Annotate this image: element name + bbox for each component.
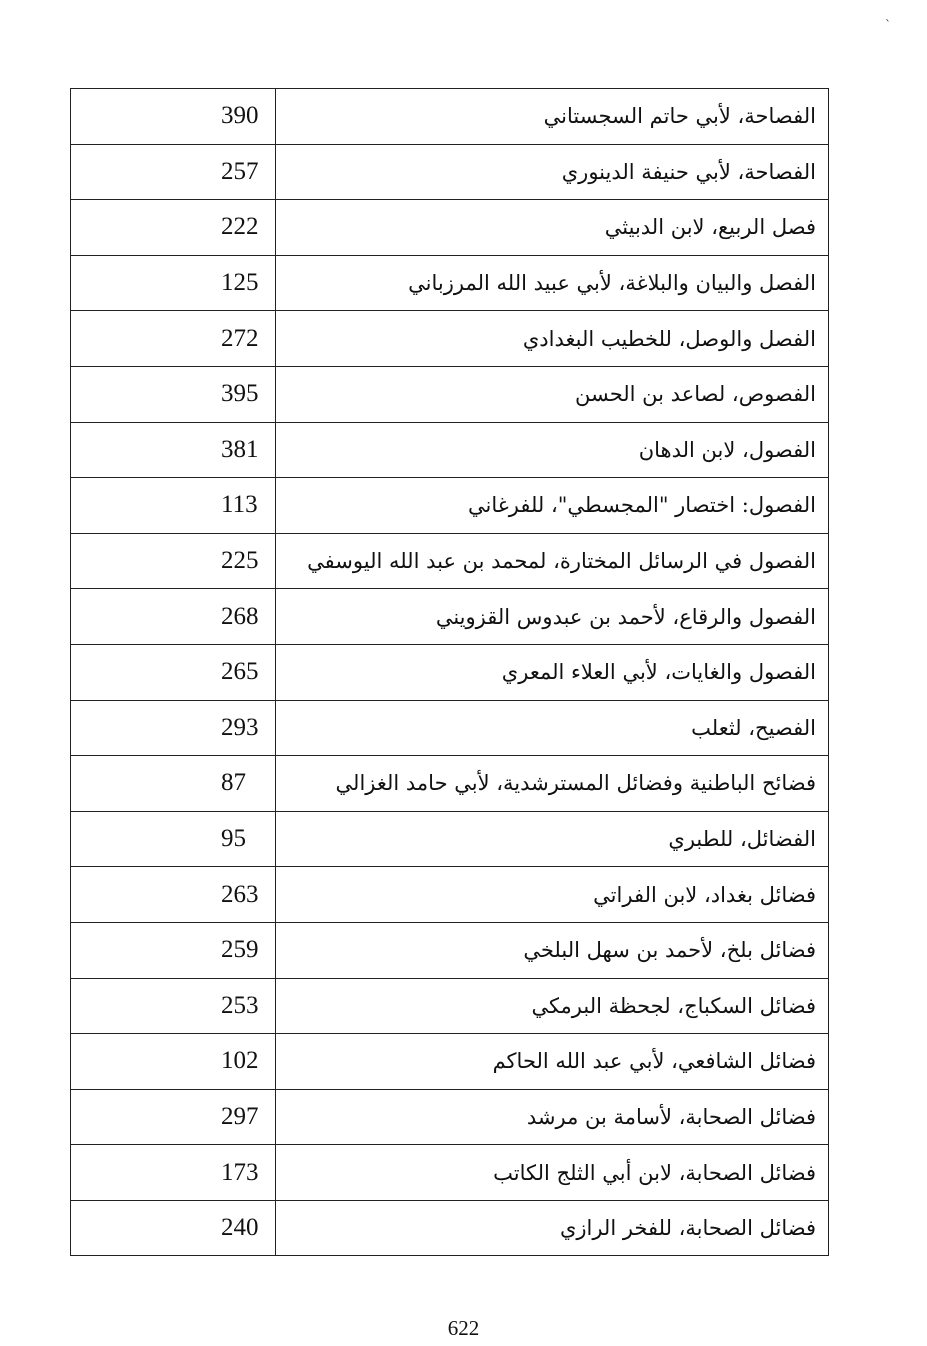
page-cell — [71, 1145, 276, 1200]
table-row — [71, 812, 829, 868]
page-reference: 225 — [221, 547, 259, 575]
title-cell — [276, 256, 829, 311]
page-reference: 390 — [221, 102, 259, 130]
page-cell — [71, 923, 276, 978]
page-reference: 253 — [221, 991, 259, 1019]
page-cell — [71, 423, 276, 478]
page-reference: 95 — [221, 825, 246, 853]
book-title: الفصول في الرسائل المختارة، لمحمد بن عبد الله اليوسفي — [307, 549, 816, 574]
book-title: الفصوص، لصاعد بن الحسن — [574, 382, 816, 407]
table-row — [71, 534, 829, 590]
page-reference: 240 — [221, 1214, 259, 1242]
table-row — [71, 367, 829, 423]
book-title: فضائح الباطنية وفضائل المسترشدية، لأبي حامد الغزالي — [335, 771, 816, 796]
page-cell — [71, 478, 276, 533]
page-reference: 102 — [221, 1047, 259, 1075]
title-cell — [276, 1090, 829, 1145]
book-title: فضائل الصحابة، لأسامة بن مرشد — [526, 1104, 816, 1129]
page-cell — [71, 701, 276, 756]
title-cell — [276, 1201, 829, 1256]
page-cell — [71, 145, 276, 200]
table-row — [71, 867, 829, 923]
page-cell — [71, 1090, 276, 1145]
book-title: الفصول والرقاع، لأحمد بن عبدوس القزويني — [435, 604, 816, 629]
corner-mark: ` — [885, 18, 891, 32]
table-row — [71, 645, 829, 701]
page-cell — [71, 1034, 276, 1089]
title-cell — [276, 979, 829, 1034]
table-row — [71, 311, 829, 367]
page-cell — [71, 311, 276, 366]
page-reference: 257 — [221, 157, 259, 185]
table-row — [71, 1145, 829, 1201]
table-row — [71, 423, 829, 479]
page-cell — [71, 1201, 276, 1256]
table-row — [71, 89, 829, 145]
table-row — [71, 478, 829, 534]
title-cell — [276, 589, 829, 644]
book-title: الفصول: اختصار "المجسطي"، للفرغاني — [468, 493, 816, 518]
index-table — [70, 88, 829, 1256]
table-row — [71, 923, 829, 979]
title-cell — [276, 812, 829, 867]
book-title: الفصل والوصل، للخطيب البغدادي — [522, 326, 816, 351]
page-cell — [71, 756, 276, 811]
table-row — [71, 256, 829, 312]
title-cell — [276, 478, 829, 533]
title-cell — [276, 311, 829, 366]
table-row — [71, 979, 829, 1035]
book-title: فضائل الصحابة، لابن أبي الثلج الكاتب — [493, 1160, 816, 1185]
page-reference: 263 — [221, 880, 259, 908]
title-cell — [276, 867, 829, 922]
book-title: فضائل الشافعي، لأبي عبد الله الحاكم — [492, 1049, 816, 1074]
page-reference: 395 — [221, 380, 259, 408]
table-row — [71, 145, 829, 201]
page-reference: 265 — [221, 658, 259, 686]
page-reference: 297 — [221, 1102, 259, 1130]
page-cell — [71, 812, 276, 867]
page-cell — [71, 200, 276, 255]
page-cell — [71, 645, 276, 700]
page-cell — [71, 979, 276, 1034]
book-title: الفصول، لابن الدهان — [638, 437, 816, 462]
book-title: فضائل بلخ، لأحمد بن سهل البلخي — [523, 938, 816, 963]
page-reference: 222 — [221, 213, 259, 241]
page-reference: 125 — [221, 269, 259, 297]
book-title: الفصيح، لثعلب — [691, 715, 816, 740]
title-cell — [276, 1034, 829, 1089]
title-cell — [276, 645, 829, 700]
page-cell — [71, 367, 276, 422]
title-cell — [276, 367, 829, 422]
table-row — [71, 200, 829, 256]
page-reference: 173 — [221, 1158, 259, 1186]
book-title: الفصاحة، لأبي حاتم السجستاني — [543, 104, 816, 129]
title-cell — [276, 534, 829, 589]
page-cell — [71, 867, 276, 922]
page-reference: 272 — [221, 324, 259, 352]
title-cell — [276, 756, 829, 811]
page-reference: 259 — [221, 936, 259, 964]
page-reference: 268 — [221, 602, 259, 630]
book-title: الفصل والبيان والبلاغة، لأبي عبيد الله المرزباني — [408, 271, 816, 296]
book-title: الفضائل، للطبري — [668, 827, 816, 852]
page-cell — [71, 589, 276, 644]
table-row — [71, 1201, 829, 1257]
page-cell — [71, 256, 276, 311]
page-cell — [71, 89, 276, 144]
title-cell — [276, 923, 829, 978]
title-cell — [276, 145, 829, 200]
book-title: فضائل السكباج، لجحظة البرمكي — [531, 993, 816, 1018]
table-row — [71, 756, 829, 812]
page-reference: 113 — [221, 491, 258, 519]
book-title: فضائل بغداد، لابن الفراتي — [593, 882, 816, 907]
title-cell — [276, 1145, 829, 1200]
page-reference: 87 — [221, 769, 246, 797]
book-title: الفصاحة، لأبي حنيفة الدينوري — [561, 159, 816, 184]
book-title: الفصول والغايات، لأبي العلاء المعري — [501, 660, 816, 685]
table-row — [71, 589, 829, 645]
table-row — [71, 1090, 829, 1146]
title-cell — [276, 89, 829, 144]
table-row — [71, 1034, 829, 1090]
title-cell — [276, 423, 829, 478]
book-title: فضائل الصحابة، للفخر الرازي — [559, 1216, 816, 1241]
table-row — [71, 701, 829, 757]
book-title: فصل الربيع، لابن الدبيثي — [604, 215, 816, 240]
page-reference: 381 — [221, 435, 259, 463]
page-reference: 293 — [221, 713, 259, 741]
page-cell — [71, 534, 276, 589]
page-number: 622 — [447, 1316, 480, 1340]
title-cell — [276, 701, 829, 756]
title-cell — [276, 200, 829, 255]
